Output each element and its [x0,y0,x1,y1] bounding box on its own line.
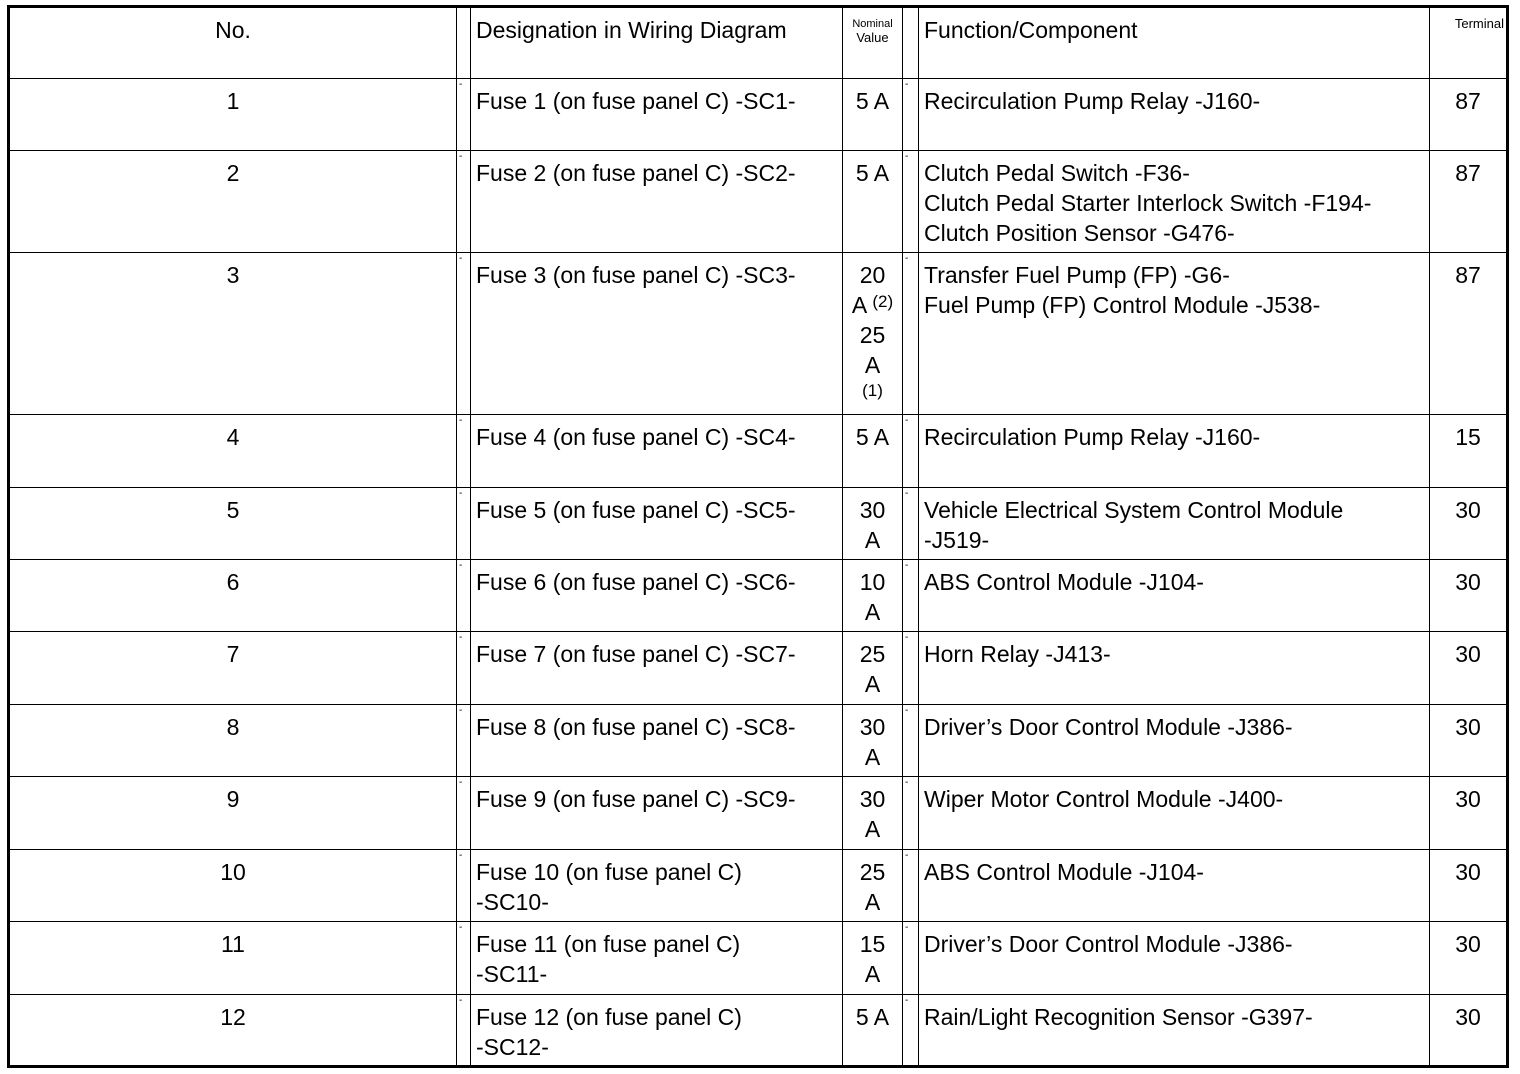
header-terminal: Terminal [1430,7,1508,79]
row-spacer [457,705,471,777]
function-line: Clutch Pedal Switch -F36- [924,160,1190,186]
function-line: Recirculation Pump Relay -J160- [924,424,1261,450]
function-line: ABS Control Module -J104- [924,859,1204,885]
fuse-table [7,5,1509,1068]
value-line: 5 A [855,424,890,450]
designation-line: -SC12- [476,1034,549,1060]
value-footnote: (2) [872,292,894,311]
row-number: 10 [9,850,457,922]
value-line: A [864,352,881,378]
row-spacer [457,253,471,415]
row-spacer [457,151,471,253]
value-footnote: (1) [862,381,883,400]
row-number: 11 [9,922,457,995]
table-row [9,488,1508,560]
row-spacer [457,415,471,488]
tick-mark: - [905,488,909,499]
row-terminal: 87 [1430,253,1508,415]
row-designation [471,415,843,488]
row-spacer [457,922,471,995]
designation-line: Fuse 7 (on fuse panel C) -SC7- [476,641,796,667]
designation-line: -SC11- [476,961,548,987]
row-function [919,488,1430,560]
row-function [919,151,1430,253]
row-function [919,560,1430,632]
row-spacer [903,488,919,560]
row-function [919,922,1430,995]
row-spacer [903,995,919,1067]
row-function [919,253,1430,415]
row-nominal-value [843,922,903,995]
value-line: A $^{(2)}$ [851,292,894,318]
row-terminal: 87 [1430,151,1508,253]
row-terminal: 30 [1430,850,1508,922]
row-function [919,632,1430,705]
row-designation [471,253,843,415]
tick-mark: - [905,995,909,1006]
row-number: 5 [9,488,457,560]
row-spacer [903,560,919,632]
value-line: A [864,816,881,842]
table-row [9,995,1508,1067]
row-terminal: 15 [1430,415,1508,488]
tick-mark: - [459,415,463,426]
row-nominal-value [843,632,903,705]
row-spacer [457,777,471,850]
row-spacer [457,632,471,705]
designation-line: Fuse 2 (on fuse panel C) -SC2- [476,160,796,186]
header-no: No. [9,7,457,79]
header-value-label: Value [856,30,889,45]
row-number: 1 [9,79,457,151]
tick-mark: - [459,705,463,716]
row-nominal-value [843,488,903,560]
value-line: 30 [859,714,886,740]
header-designation: Designation in Wiring Diagram [471,7,843,79]
header-spacer-2 [903,7,919,79]
row-spacer [903,415,919,488]
tick-mark: - [905,79,909,90]
row-spacer [903,777,919,850]
tick-mark: - [905,850,909,861]
tick-mark: - [905,922,909,933]
row-designation [471,488,843,560]
row-spacer [903,922,919,995]
row-number: 4 [9,415,457,488]
header-row [9,7,1508,79]
tick-mark: - [459,79,463,90]
value-line: A [864,671,881,697]
row-terminal: 30 [1430,705,1508,777]
table-row [9,777,1508,850]
value-line: 5 A [855,88,890,114]
row-terminal: 30 [1430,632,1508,705]
table-row [9,922,1508,995]
table-row [9,253,1508,415]
row-spacer [457,79,471,151]
header-function: Function/Component [919,7,1430,79]
row-nominal-value [843,850,903,922]
value-line: A [864,889,881,915]
function-line: Horn Relay -J413- [924,641,1111,667]
function-line: -J519- [924,527,990,553]
row-number: 12 [9,995,457,1067]
tick-mark: - [459,995,463,1006]
row-designation [471,79,843,151]
row-spacer [457,995,471,1067]
function-line: Recirculation Pump Relay -J160- [924,88,1261,114]
tick-mark: - [905,560,909,571]
table-row [9,79,1508,151]
row-nominal-value [843,995,903,1067]
tick-mark: - [459,777,463,788]
tick-mark: - [905,705,909,716]
tick-mark: - [459,151,463,162]
row-terminal: 30 [1430,995,1508,1067]
designation-line: Fuse 6 (on fuse panel C) -SC6- [476,569,796,595]
tick-mark: - [905,415,909,426]
tick-mark: - [459,632,463,643]
row-terminal: 30 [1430,560,1508,632]
function-line: ABS Control Module -J104- [924,569,1204,595]
row-nominal-value [843,415,903,488]
row-spacer [457,850,471,922]
row-spacer [903,79,919,151]
value-line: A [864,599,881,625]
tick-mark: - [459,488,463,499]
designation-line: Fuse 10 (on fuse panel C) [476,859,742,885]
tick-mark: - [459,253,463,264]
row-function [919,777,1430,850]
row-terminal: 30 [1430,488,1508,560]
row-designation [471,705,843,777]
function-line: Rain/Light Recognition Sensor -G397- [924,1004,1313,1030]
designation-line: Fuse 4 (on fuse panel C) -SC4- [476,424,796,450]
row-spacer [457,488,471,560]
designation-line: Fuse 8 (on fuse panel C) -SC8- [476,714,796,740]
table-row [9,850,1508,922]
tick-mark: - [459,850,463,861]
row-number: 9 [9,777,457,850]
value-line: 15 [859,931,886,957]
row-number: 8 [9,705,457,777]
tick-mark: - [905,151,909,162]
designation-line: -SC10- [476,889,549,915]
tick-mark: - [459,560,463,571]
function-line: Clutch Pedal Starter Interlock Switch -F194- [924,190,1372,216]
function-line: Fuel Pump (FP) Control Module -J538- [924,292,1321,318]
value-line: 25 [859,641,886,667]
table-row [9,705,1508,777]
value-line: 20 [859,262,886,288]
header-spacer [457,7,471,79]
row-designation [471,922,843,995]
row-nominal-value [843,777,903,850]
designation-line: Fuse 1 (on fuse panel C) -SC1- [476,88,796,114]
value-line: 5 A [855,1004,890,1030]
row-designation [471,777,843,850]
row-number: 2 [9,151,457,253]
row-spacer [903,253,919,415]
function-line: Driver’s Door Control Module -J386- [924,931,1293,957]
value-line: A [864,961,881,987]
row-terminal: 30 [1430,777,1508,850]
tick-mark: - [905,777,909,788]
function-line: Clutch Position Sensor -G476- [924,220,1235,246]
row-terminal: 30 [1430,922,1508,995]
row-spacer [457,560,471,632]
tick-mark: - [905,253,909,264]
row-nominal-value [843,560,903,632]
row-nominal-value [843,253,903,415]
row-spacer [903,151,919,253]
function-line: Transfer Fuel Pump (FP) -G6- [924,262,1230,288]
designation-line: Fuse 9 (on fuse panel C) -SC9- [476,786,796,812]
value-line: A [864,527,881,553]
designation-line: Fuse 11 (on fuse panel C) [476,931,741,957]
tick-mark: - [905,632,909,643]
row-designation [471,151,843,253]
header-nominal-label: Nominal [852,18,893,30]
value-line: 30 [859,497,886,523]
function-line: Vehicle Electrical System Control Module [924,497,1344,523]
row-nominal-value [843,705,903,777]
tick-mark: - [459,922,463,933]
row-number: 6 [9,560,457,632]
row-number: 7 [9,632,457,705]
designation-line: Fuse 5 (on fuse panel C) -SC5- [476,497,796,523]
value-line: 30 [859,786,886,812]
table-row [9,560,1508,632]
row-number: 3 [9,253,457,415]
row-designation [471,632,843,705]
designation-line: Fuse 3 (on fuse panel C) -SC3- [476,262,796,288]
value-line: 5 A [855,160,890,186]
row-nominal-value [843,151,903,253]
row-nominal-value [843,79,903,151]
row-spacer [903,632,919,705]
row-designation [471,850,843,922]
table-row [9,415,1508,488]
row-function [919,415,1430,488]
value-line: 10 [859,569,886,595]
row-terminal: 87 [1430,79,1508,151]
row-function [919,995,1430,1067]
header-nominal-value [843,7,903,79]
row-designation [471,995,843,1067]
row-function [919,79,1430,151]
function-line: Wiper Motor Control Module -J400- [924,786,1284,812]
table-row [9,632,1508,705]
designation-line: Fuse 12 (on fuse panel C) [476,1004,742,1030]
table-row [9,151,1508,253]
row-function [919,850,1430,922]
function-line: Driver’s Door Control Module -J386- [924,714,1293,740]
row-spacer [903,850,919,922]
row-spacer [903,705,919,777]
row-function [919,705,1430,777]
value-line: 25 [859,322,886,348]
value-line: A [864,744,881,770]
row-designation [471,560,843,632]
value-line: 25 [859,859,886,885]
